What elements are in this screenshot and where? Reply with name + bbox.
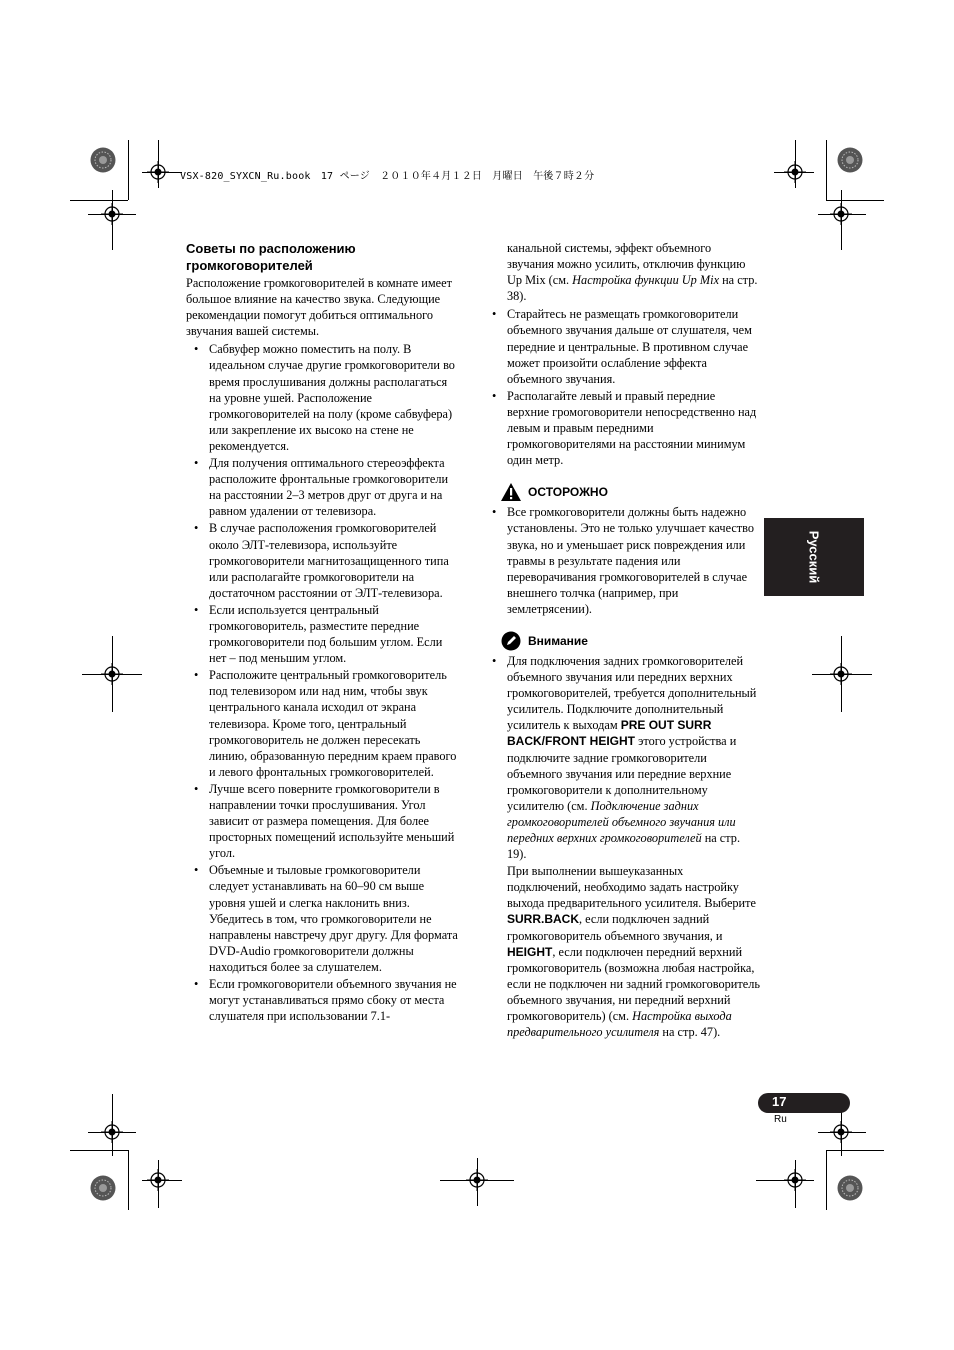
text: на стр. 19).	[507, 831, 741, 862]
text: , если подключен задний громкоговоритель объемного звучания, и	[507, 912, 723, 943]
list-item: • Если громкоговорители объемного звучания не могут устанавливаться прямо сбоку от места слушателя при использовании 7.1-	[186, 976, 461, 1024]
note-pencil-icon	[500, 631, 522, 651]
text: Для подключения задних громкоговорителей объемного звучания или передних верхних громкоговорителей, требуется дополнительный усилитель. Подключите дополнительный усилитель к выходам	[507, 653, 757, 733]
registration-target-icon	[784, 1169, 806, 1191]
list-item: • Располагайте левый и правый передние верхние громоговорители непосредственно над левым и правым передними громкоговорителями на расстоянии минимум один метр.	[492, 388, 760, 468]
caution-title: ОСТОРОЖНО	[528, 485, 608, 500]
cross-reference-link: Настройка выхода предварительного усилителя	[507, 1009, 732, 1040]
crop-line	[826, 1150, 827, 1210]
left-column	[186, 240, 461, 1025]
intro-paragraph: Расположение громкоговорителей в комнате имеет большое влияние на качество звука. Следующие рекомендации помогут добиться оптимального звучания вашей системы.	[186, 276, 452, 339]
crop-line	[128, 1150, 129, 1210]
list-item: • Если используется центральный громкоговоритель, разместите передние громкоговорители под большим углом. Если нет – под меньшим углом.	[186, 602, 461, 666]
heading-line: Советы по расположению	[186, 241, 356, 256]
text: на стр. 38).	[507, 273, 758, 304]
color-rosette-icon	[837, 1175, 863, 1201]
setting-name: SURR.BACK	[507, 912, 579, 927]
registration-target-icon	[466, 1169, 488, 1191]
registration-target-icon	[784, 161, 806, 183]
registration-target-icon	[830, 203, 852, 225]
color-rosette-icon	[837, 147, 863, 173]
note-title: Внимание	[528, 633, 588, 648]
registration-target-icon	[830, 1121, 852, 1143]
language-side-tab	[764, 518, 864, 596]
terminal-name: PRE OUT SURR BACK/FRONT HEIGHT	[507, 718, 712, 749]
registration-target-icon	[147, 161, 169, 183]
placement-tips-list	[186, 341, 461, 1024]
text: этого устройства и подключите задние громкоговорители объемного звучания или передние верхние громкоговорители к дополнительному усилителю (см.	[507, 734, 737, 813]
list-item: • Лучше всего поверните громкоговорители в направлении точки прослушивания. Угол зависит от размера помещения. Для более просторных помещений используйте меньший угол.	[186, 781, 461, 861]
text: на стр. 47).	[659, 1025, 721, 1040]
color-rosette-icon	[90, 1175, 116, 1201]
page-number-badge	[758, 1093, 850, 1113]
list-item: • Все громкоговорители должны быть надежно установлены. Это не только улучшает качество звука, но и уменьшает риск повреждения или травмы в результате падения или переворачивания громкоговорителей в случае внешнего толчка (например, при землетрясении).	[492, 504, 760, 617]
crop-line	[826, 200, 884, 201]
crop-line	[70, 200, 128, 201]
registration-target-icon	[101, 203, 123, 225]
list-item	[492, 653, 760, 862]
registration-target-icon	[830, 663, 852, 685]
caution-list	[492, 504, 760, 617]
list-item: • Объемные и тыловые громкоговорители следует устанавливать на 60–90 см выше уровня ушей и слегка наклонить вниз. Убедитесь в том, что громкоговорители не направлены навстречу друг другу. Для формата DVD-Audio громкоговорители должны находиться более за слушателем.	[186, 862, 461, 975]
heading-line: громкоговорителей	[186, 258, 313, 273]
cross-reference-link: Настройка функции Up Mix	[572, 273, 720, 288]
text: При выполнении вышеуказанных подключений, необходимо задать настройку выхода предварительного усилителя. Выберите	[507, 864, 756, 911]
book-file-header: VSX-820_SYXCN_Ru.book 17 ページ ２０１０年４月１２日 月曜日 午後７時２分	[180, 171, 595, 182]
cross-reference-link: Подключение задних громкоговорителей объемного звучания или передних верхних громкоговорителей	[507, 798, 736, 845]
registration-target-icon	[101, 663, 123, 685]
note-header	[492, 631, 760, 651]
crop-line	[70, 1150, 128, 1151]
caution-header	[492, 482, 760, 502]
list-item: • Для получения оптимального стереоэффекта расположите фронтальные громкоговорители на расстоянии 2–3 метров друг от друга и на равном удалении от телевизора.	[186, 455, 461, 519]
text: , если подключен передний верхний громкоговоритель (возможна любая настройка, если не подключен ни задний громкоговоритель объемного звучания, ни передний верхний громкоговоритель) (см.	[507, 944, 760, 1024]
list-item: • Старайтесь не размещать громкоговорители объемного звучания дальше от слушателя, чем передние и центральные. В противном случае может произойти ослабление эффекта объемного звучания.	[492, 306, 760, 386]
list-item: • Расположите центральный громкоговоритель под телевизором или над ним, чтобы звук центрального канала исходил от экрана телевизора. Кроме того, центральный громкоговоритель не должен пересекать линию, образованную передним краем правого и левого фронтальных громкоговорителей.	[186, 667, 461, 780]
color-rosette-icon	[90, 147, 116, 173]
right-column	[492, 240, 760, 1040]
registration-target-icon	[147, 1169, 169, 1191]
list-item: • В случае расположения громкоговорителей около ЭЛТ-телевизора, используйте громкоговорители магнитозащищенного типа или располагайте громкоговорители на достаточном расстоянии от ЭЛТ-телевизора.	[186, 520, 461, 600]
warning-triangle-icon	[500, 482, 522, 502]
note-list	[492, 653, 760, 862]
text: канальной системы, эффект объемного звучания можно усилить, отключив функцию Up Mix (см.	[507, 241, 746, 288]
crop-line	[826, 1150, 884, 1151]
note-paragraph	[492, 863, 760, 1040]
page-number: 17	[772, 1094, 787, 1109]
setting-name: HEIGHT	[507, 944, 553, 959]
crop-line	[128, 140, 129, 200]
registration-target-icon	[101, 1121, 123, 1143]
placement-tips-list	[492, 306, 760, 468]
continued-paragraph	[492, 240, 760, 304]
list-item: • Сабвуфер можно поместить на полу. В идеальном случае другие громкоговорители во время прослушивания должны располагаться на уровне ушей. Расположение громкоговорителей на полу (кроме сабвуфера) или закрепление их высоко на стене не рекомендуется.	[186, 341, 461, 454]
language-label: Русский	[806, 530, 822, 584]
crop-line	[826, 140, 827, 200]
section-heading	[186, 240, 461, 274]
page-language-code: Ru	[774, 1114, 787, 1125]
